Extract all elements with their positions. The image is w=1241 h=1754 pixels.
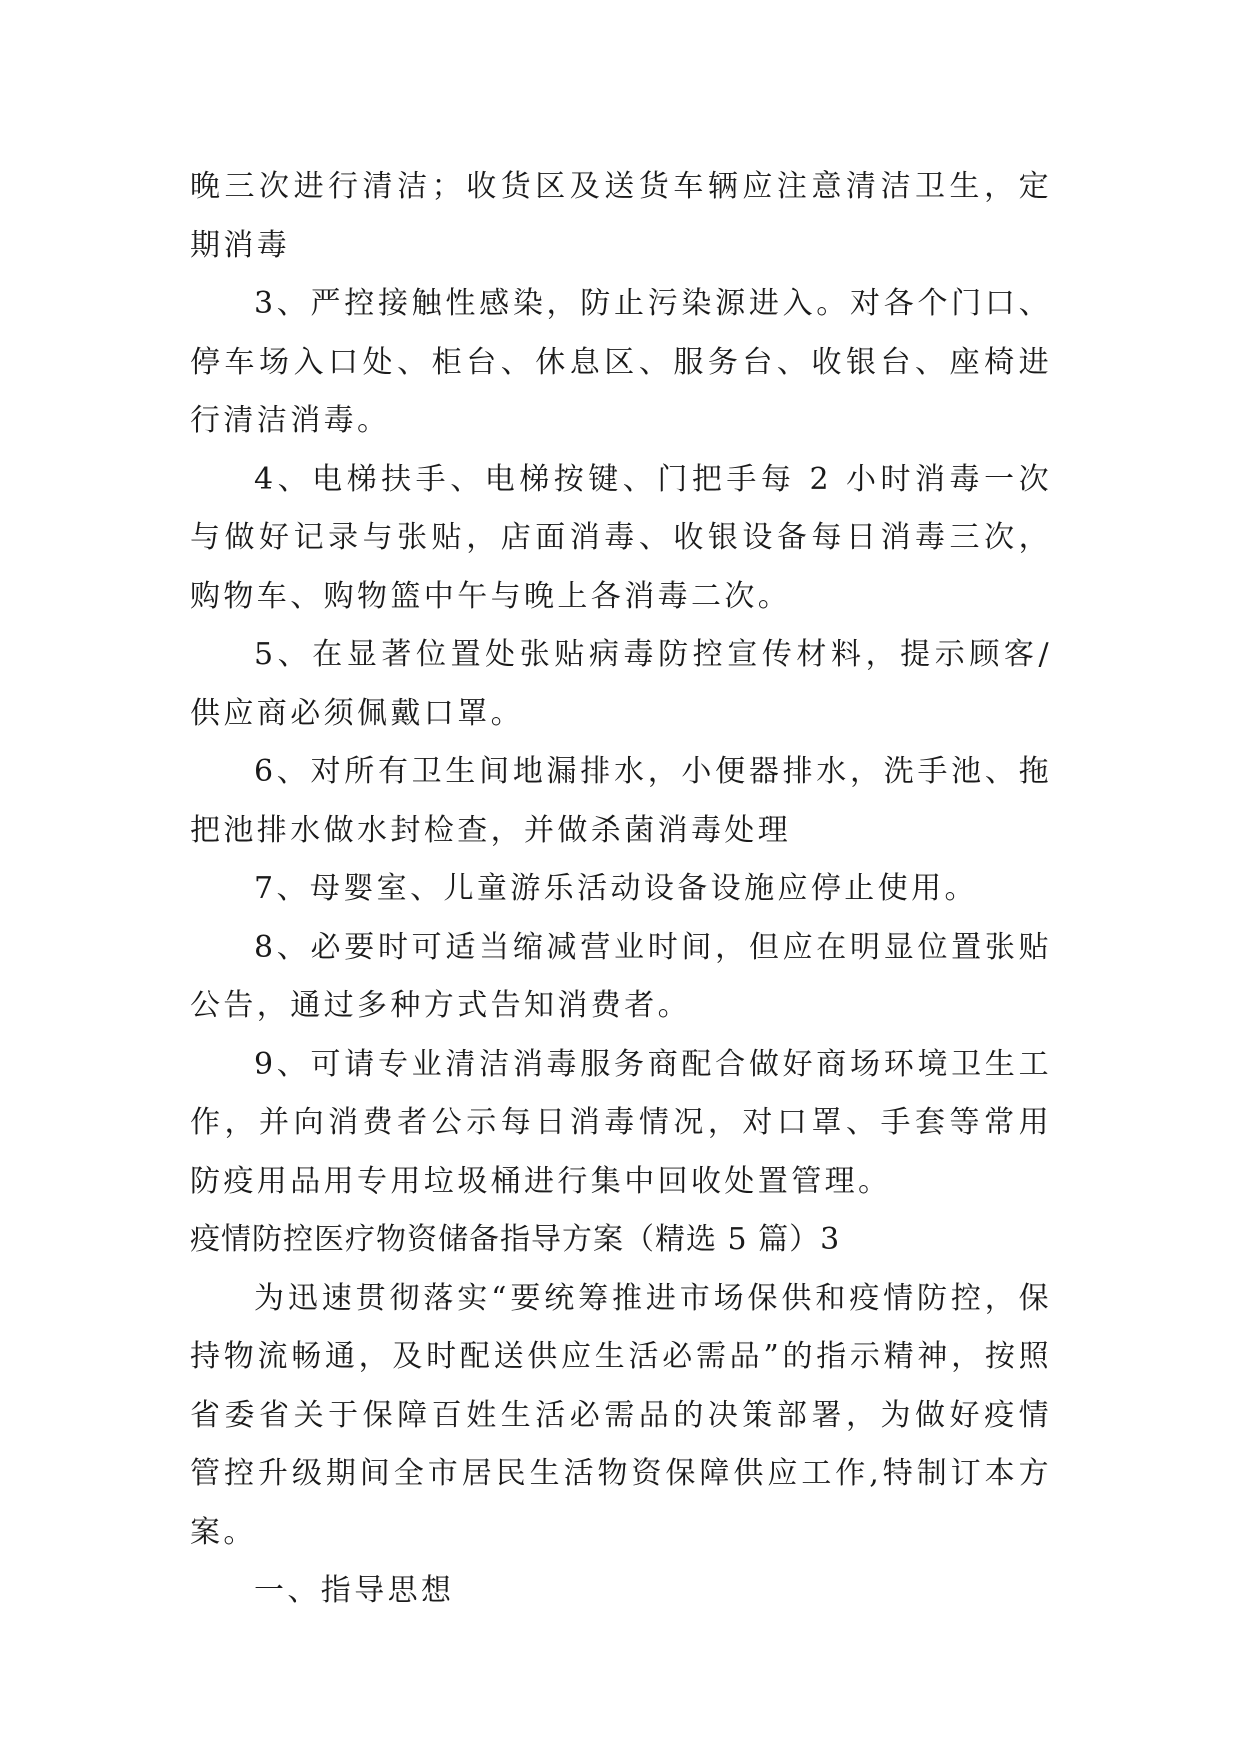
- paragraph-item-6: 6、对所有卫生间地漏排水，小便器排水，洗手池、拖把池排水做水封检查，并做杀菌消毒处理: [190, 754, 1052, 848]
- section-heading: 疫情防控医疗物资储备指导方案（精选 5 篇）3: [190, 1222, 841, 1257]
- document-body: [190, 158, 1052, 1621]
- paragraph-intro: 为迅速贯彻落实“要统筹推进市场保供和疫情防控，保持物流畅通，及时配送供应生活必需品”的指示精神，按照省委省关于保障百姓生活必需品的决策部署，为做好疫情管控升级期间全市居民生活物资保障供应工作,特制订本方案。: [190, 1280, 1052, 1550]
- paragraph-item-4: 4、电梯扶手、电梯按键、门把手每 2 小时消毒一次与做好记录与张贴，店面消毒、收银设备每日消毒三次，购物车、购物篮中午与晚上各消毒二次。: [190, 461, 1052, 614]
- paragraph-item-8: 8、必要时可适当缩减营业时间，但应在明显位置张贴公告，通过多种方式告知消费者。: [190, 929, 1052, 1023]
- subheading-guiding-ideology: 一、指导思想: [254, 1573, 455, 1608]
- paragraph-item-3: 3、严控接触性感染，防止污染源进入。对各个门口、停车场入口处、柜台、休息区、服务台、收银台、座椅进行清洁消毒。: [190, 286, 1052, 438]
- paragraph-item-7: 7、母婴室、儿童游乐活动设备设施应停止使用。: [254, 871, 978, 906]
- paragraph-item-5: 5、在显著位置处张贴病毒防控宣传材料，提示顾客/供应商必须佩戴口罩。: [190, 637, 1052, 731]
- paragraph-cleaning-continued: 晚三次进行清洁；收货区及送货车辆应注意清洁卫生，定期消毒: [190, 169, 1052, 263]
- paragraph-item-9: 9、可请专业清洁消毒服务商配合做好商场环境卫生工作，并向消费者公示每日消毒情况，对口罩、手套等常用防疫用品用专用垃圾桶进行集中回收处置管理。: [190, 1046, 1052, 1199]
